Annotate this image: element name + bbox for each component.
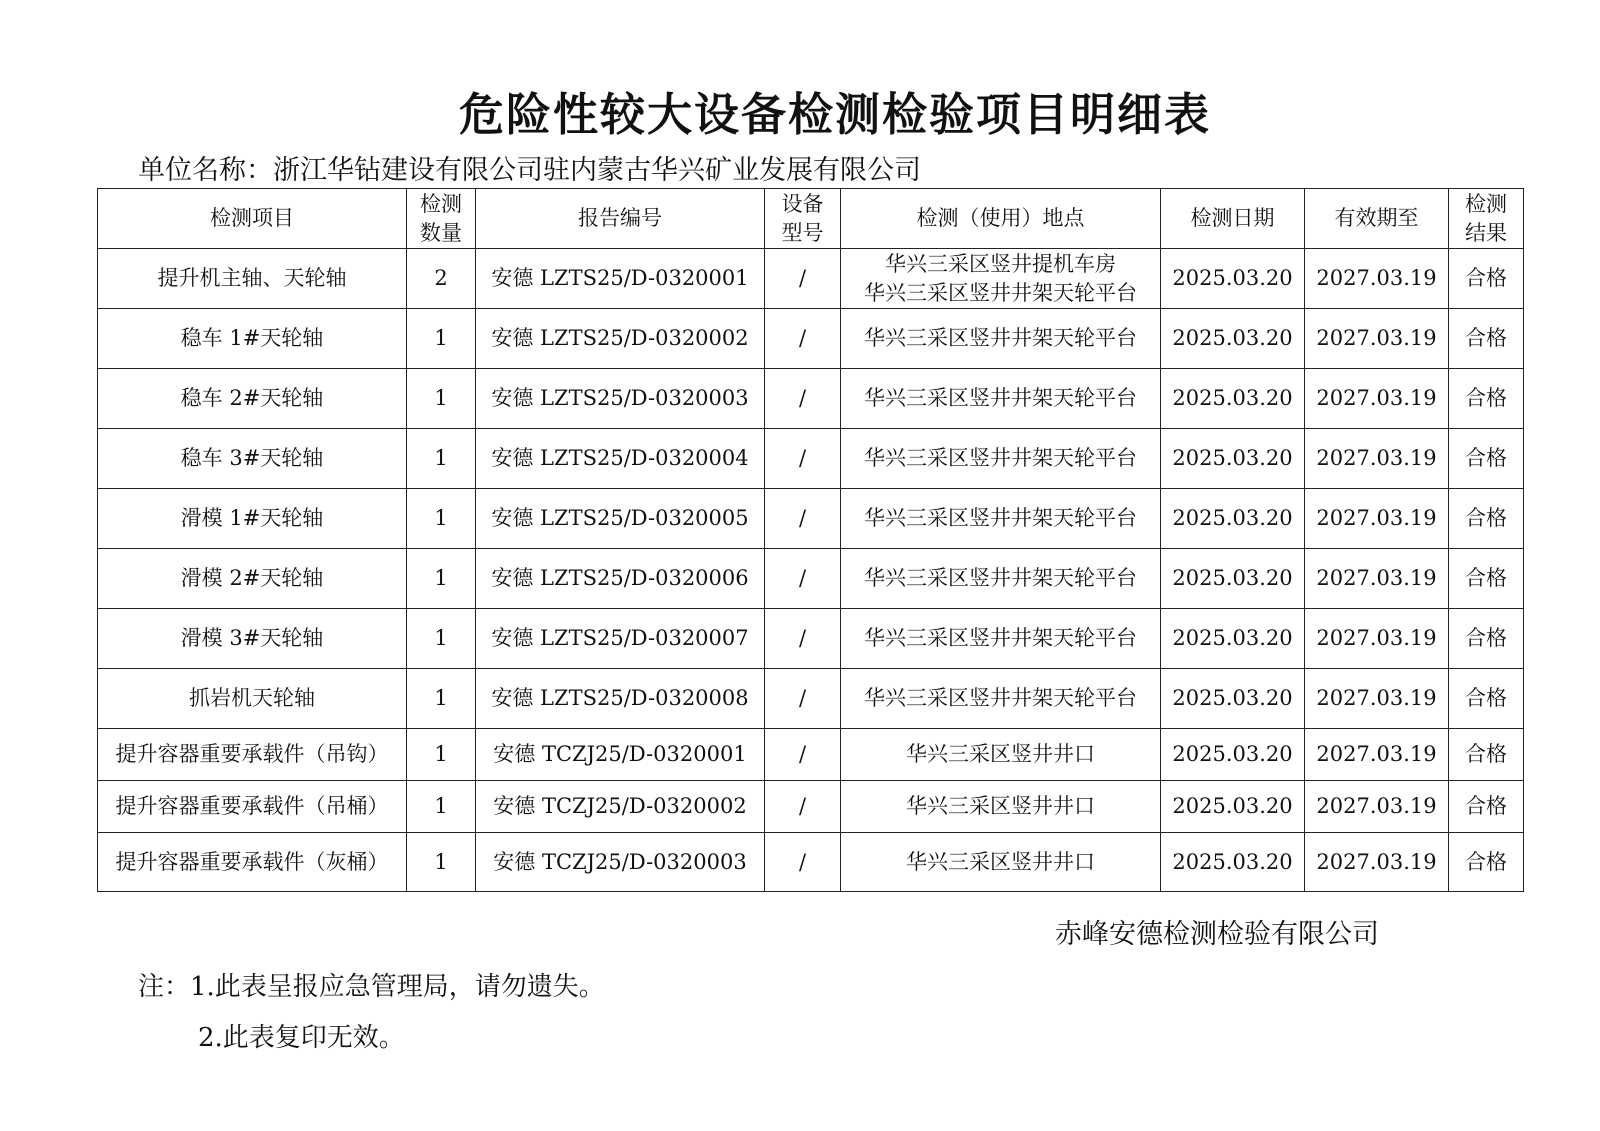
table-row: [98, 729, 1524, 781]
cell-valid-until: 2027.03.19: [1305, 609, 1449, 669]
cell-item: 稳车 1#天轮轴: [98, 309, 407, 369]
header-model: 设备 型号: [765, 189, 841, 249]
cell-result: 合格: [1449, 669, 1524, 729]
cell-report-number: 安德 LZTS25/D-0320004: [476, 429, 765, 489]
cell-item: 滑模 3#天轮轴: [98, 609, 407, 669]
cell-location: 华兴三采区竖井提机车房 华兴三采区竖井井架天轮平台: [841, 249, 1161, 309]
cell-location: 华兴三采区竖井井架天轮平台: [841, 489, 1161, 549]
cell-date: 2025.03.20: [1161, 669, 1305, 729]
inspection-table: [97, 188, 1524, 892]
header-quantity: 检测 数量: [407, 189, 476, 249]
cell-quantity: 1: [407, 833, 476, 892]
cell-date: 2025.03.20: [1161, 249, 1305, 309]
cell-valid-until: 2027.03.19: [1305, 729, 1449, 781]
cell-date: 2025.03.20: [1161, 549, 1305, 609]
table-row: [98, 429, 1524, 489]
cell-result: 合格: [1449, 309, 1524, 369]
cell-quantity: 1: [407, 489, 476, 549]
cell-item: 提升容器重要承载件（吊桶）: [98, 781, 407, 833]
header-result: 检测 结果: [1449, 189, 1524, 249]
header-report-number: 报告编号: [476, 189, 765, 249]
cell-valid-until: 2027.03.19: [1305, 309, 1449, 369]
cell-quantity: 1: [407, 369, 476, 429]
cell-report-number: 安德 LZTS25/D-0320008: [476, 669, 765, 729]
cell-valid-until: 2027.03.19: [1305, 669, 1449, 729]
cell-location: 华兴三采区竖井井架天轮平台: [841, 549, 1161, 609]
cell-date: 2025.03.20: [1161, 781, 1305, 833]
cell-result: 合格: [1449, 781, 1524, 833]
cell-date: 2025.03.20: [1161, 833, 1305, 892]
cell-model: /: [765, 833, 841, 892]
cell-result: 合格: [1449, 249, 1524, 309]
cell-model: /: [765, 309, 841, 369]
cell-valid-until: 2027.03.19: [1305, 249, 1449, 309]
cell-result: 合格: [1449, 729, 1524, 781]
cell-item: 滑模 1#天轮轴: [98, 489, 407, 549]
cell-result: 合格: [1449, 833, 1524, 892]
cell-model: /: [765, 249, 841, 309]
cell-location: 华兴三采区竖井井口: [841, 781, 1161, 833]
cell-valid-until: 2027.03.19: [1305, 833, 1449, 892]
table-row: [98, 609, 1524, 669]
table-row: [98, 833, 1524, 892]
cell-valid-until: 2027.03.19: [1305, 549, 1449, 609]
cell-model: /: [765, 729, 841, 781]
table-row: [98, 781, 1524, 833]
cell-location: 华兴三采区竖井井架天轮平台: [841, 669, 1161, 729]
cell-location: 华兴三采区竖井井架天轮平台: [841, 309, 1161, 369]
cell-date: 2025.03.20: [1161, 609, 1305, 669]
cell-location: 华兴三采区竖井井架天轮平台: [841, 369, 1161, 429]
cell-quantity: 1: [407, 549, 476, 609]
cell-model: /: [765, 369, 841, 429]
cell-report-number: 安德 TCZJ25/D-0320001: [476, 729, 765, 781]
table-row: [98, 549, 1524, 609]
cell-date: 2025.03.20: [1161, 369, 1305, 429]
cell-quantity: 2: [407, 249, 476, 309]
cell-model: /: [765, 429, 841, 489]
note-2: 2.此表复印无效。: [198, 1023, 405, 1053]
cell-report-number: 安德 LZTS25/D-0320005: [476, 489, 765, 549]
issuing-company: 赤峰安德检测检验有限公司: [1055, 919, 1379, 950]
cell-location: 华兴三采区竖井井口: [841, 729, 1161, 781]
table-row: [98, 309, 1524, 369]
cell-location: 华兴三采区竖井井架天轮平台: [841, 609, 1161, 669]
cell-model: /: [765, 609, 841, 669]
header-valid-until: 有效期至: [1305, 189, 1449, 249]
cell-model: /: [765, 781, 841, 833]
cell-date: 2025.03.20: [1161, 729, 1305, 781]
cell-result: 合格: [1449, 429, 1524, 489]
cell-valid-until: 2027.03.19: [1305, 489, 1449, 549]
cell-quantity: 1: [407, 609, 476, 669]
cell-report-number: 安德 LZTS25/D-0320002: [476, 309, 765, 369]
cell-model: /: [765, 549, 841, 609]
header-date: 检测日期: [1161, 189, 1305, 249]
cell-report-number: 安德 LZTS25/D-0320007: [476, 609, 765, 669]
table-row: [98, 669, 1524, 729]
cell-date: 2025.03.20: [1161, 489, 1305, 549]
header-location: 检测（使用）地点: [841, 189, 1161, 249]
cell-date: 2025.03.20: [1161, 309, 1305, 369]
cell-location: 华兴三采区竖井井架天轮平台: [841, 429, 1161, 489]
cell-item: 提升机主轴、天轮轴: [98, 249, 407, 309]
table-header-row: [98, 189, 1524, 249]
cell-quantity: 1: [407, 729, 476, 781]
cell-model: /: [765, 489, 841, 549]
page-title: 危险性较大设备检测检验项目明细表: [458, 88, 1211, 141]
cell-location: 华兴三采区竖井井口: [841, 833, 1161, 892]
table-row: [98, 369, 1524, 429]
cell-item: 提升容器重要承载件（灰桶）: [98, 833, 407, 892]
cell-report-number: 安德 LZTS25/D-0320006: [476, 549, 765, 609]
table-row: [98, 489, 1524, 549]
cell-valid-until: 2027.03.19: [1305, 781, 1449, 833]
cell-report-number: 安德 TCZJ25/D-0320002: [476, 781, 765, 833]
cell-item: 稳车 3#天轮轴: [98, 429, 407, 489]
cell-item: 提升容器重要承载件（吊钩）: [98, 729, 407, 781]
cell-item: 抓岩机天轮轴: [98, 669, 407, 729]
cell-report-number: 安德 LZTS25/D-0320001: [476, 249, 765, 309]
note-1: 注：1.此表呈报应急管理局，请勿遗失。: [138, 972, 605, 1002]
cell-quantity: 1: [407, 669, 476, 729]
cell-result: 合格: [1449, 369, 1524, 429]
cell-item: 稳车 2#天轮轴: [98, 369, 407, 429]
cell-quantity: 1: [407, 781, 476, 833]
cell-report-number: 安德 LZTS25/D-0320003: [476, 369, 765, 429]
cell-valid-until: 2027.03.19: [1305, 429, 1449, 489]
cell-result: 合格: [1449, 609, 1524, 669]
cell-quantity: 1: [407, 429, 476, 489]
cell-quantity: 1: [407, 309, 476, 369]
cell-model: /: [765, 669, 841, 729]
cell-result: 合格: [1449, 489, 1524, 549]
cell-item: 滑模 2#天轮轴: [98, 549, 407, 609]
unit-name: 单位名称：浙江华钻建设有限公司驻内蒙古华兴矿业发展有限公司: [138, 155, 921, 186]
cell-result: 合格: [1449, 549, 1524, 609]
header-item: 检测项目: [98, 189, 407, 249]
table-row: [98, 249, 1524, 309]
cell-valid-until: 2027.03.19: [1305, 369, 1449, 429]
cell-date: 2025.03.20: [1161, 429, 1305, 489]
cell-report-number: 安德 TCZJ25/D-0320003: [476, 833, 765, 892]
